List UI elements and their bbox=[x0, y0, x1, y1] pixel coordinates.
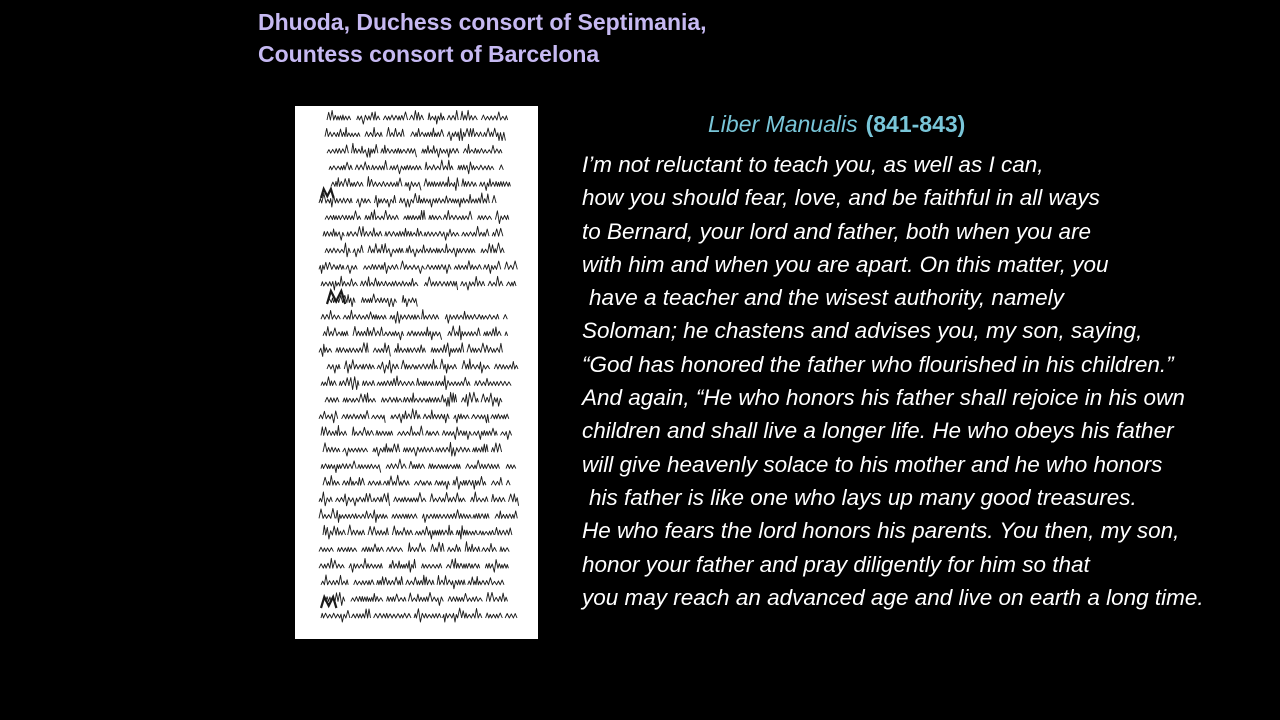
manuscript-word-stroke bbox=[392, 514, 418, 519]
manuscript-word-stroke bbox=[418, 195, 452, 207]
manuscript-word-stroke bbox=[363, 262, 398, 273]
manuscript-word-stroke bbox=[473, 514, 489, 519]
manuscript-word-stroke bbox=[386, 547, 402, 552]
manuscript-word-stroke bbox=[503, 315, 507, 320]
manuscript-word-stroke bbox=[321, 311, 340, 320]
passage-line: “God has honored the father who flourished in his children.” bbox=[582, 351, 1174, 377]
manuscript-word-stroke bbox=[481, 243, 504, 253]
passage-line: with him and when you are apart. On this matter, you bbox=[582, 251, 1109, 277]
manuscript-word-stroke bbox=[373, 343, 390, 356]
manuscript-word-stroke bbox=[492, 228, 503, 236]
passage-line: you may reach an advanced age and live on earth a long time. bbox=[582, 584, 1204, 610]
manuscript-word-stroke bbox=[368, 244, 404, 257]
manuscript-word-stroke bbox=[509, 494, 519, 506]
manuscript-word-stroke bbox=[406, 245, 445, 257]
manuscript-word-stroke bbox=[462, 608, 482, 618]
manuscript-word-stroke bbox=[394, 343, 425, 352]
manuscript-word-stroke bbox=[327, 145, 348, 153]
manuscript-word-stroke bbox=[342, 411, 369, 419]
heading-line-2: Countess consort of Barcelona bbox=[258, 41, 600, 67]
manuscript-word-stroke bbox=[327, 110, 351, 120]
manuscript-word-stroke bbox=[408, 592, 443, 605]
manuscript-word-stroke bbox=[381, 397, 402, 402]
manuscript-word-stroke bbox=[441, 392, 457, 406]
manuscript-word-stroke bbox=[401, 359, 437, 369]
manuscript-word-stroke bbox=[431, 542, 445, 551]
manuscript-word-stroke bbox=[424, 177, 459, 191]
manuscript-word-stroke bbox=[373, 510, 388, 523]
manuscript-word-stroke bbox=[361, 294, 396, 307]
manuscript-word-stroke bbox=[505, 332, 508, 336]
manuscript-word-stroke bbox=[374, 613, 411, 618]
quoted-passage bbox=[582, 148, 1272, 614]
manuscript-word-stroke bbox=[362, 544, 384, 552]
manuscript-word-stroke bbox=[442, 510, 471, 519]
manuscript-word-stroke bbox=[323, 443, 340, 452]
manuscript-word-stroke bbox=[375, 195, 396, 207]
manuscript-word-stroke bbox=[319, 547, 333, 551]
manuscript-word-stroke bbox=[319, 509, 335, 519]
manuscript-word-stroke bbox=[435, 442, 470, 456]
manuscript-word-stroke bbox=[390, 165, 422, 174]
manuscript-word-stroke bbox=[368, 526, 388, 535]
manuscript-word-stroke bbox=[343, 393, 376, 402]
manuscript-word-stroke bbox=[319, 262, 344, 273]
manuscript-word-stroke bbox=[399, 194, 417, 208]
manuscript-word-stroke bbox=[461, 110, 478, 120]
slide-heading bbox=[258, 6, 707, 70]
manuscript-word-stroke bbox=[319, 558, 344, 568]
manuscript-word-stroke bbox=[443, 210, 472, 219]
manuscript-word-stroke bbox=[385, 228, 423, 236]
manuscript-word-stroke bbox=[468, 577, 504, 585]
manuscript-word-stroke bbox=[403, 447, 433, 456]
manuscript-word-stroke bbox=[477, 314, 499, 319]
manuscript-word-stroke bbox=[445, 311, 477, 323]
manuscript-word-stroke bbox=[377, 577, 403, 585]
manuscript-word-stroke bbox=[362, 381, 374, 386]
passage-line: his father is like one who lays up many good treasures. bbox=[589, 484, 1137, 510]
manuscript-word-stroke bbox=[327, 364, 340, 373]
manuscript-word-stroke bbox=[402, 295, 417, 306]
manuscript-word-stroke bbox=[428, 113, 445, 124]
manuscript-word-stroke bbox=[377, 360, 399, 373]
manuscript-word-stroke bbox=[437, 576, 465, 589]
manuscript-word-stroke bbox=[365, 127, 382, 136]
manuscript-word-stroke bbox=[481, 393, 502, 406]
manuscript-word-stroke bbox=[492, 196, 496, 204]
manuscript-word-stroke bbox=[442, 427, 471, 440]
manuscript-word-stroke bbox=[372, 315, 386, 320]
manuscript-word-stroke bbox=[323, 229, 344, 240]
manuscript-word-stroke bbox=[491, 477, 502, 485]
manuscript-word-stroke bbox=[422, 310, 439, 320]
manuscript-word-stroke bbox=[356, 198, 370, 207]
manuscript-word-stroke bbox=[337, 547, 357, 551]
manuscript-word-stroke bbox=[431, 343, 464, 357]
manuscript-word-stroke bbox=[506, 281, 516, 286]
manuscript-word-stroke bbox=[414, 609, 441, 622]
manuscript-word-stroke bbox=[371, 161, 387, 170]
manuscript-word-stroke bbox=[425, 160, 453, 170]
manuscript-word-stroke bbox=[483, 128, 505, 141]
manuscript-word-stroke bbox=[448, 593, 482, 601]
manuscript-word-stroke bbox=[331, 178, 363, 187]
manuscript-word-stroke bbox=[495, 511, 517, 519]
manuscript-word-stroke bbox=[447, 545, 460, 552]
work-title bbox=[708, 108, 965, 140]
manuscript-word-stroke bbox=[462, 179, 477, 187]
manuscript-word-stroke bbox=[451, 193, 489, 207]
manuscript-word-stroke bbox=[347, 227, 382, 237]
manuscript-word-stroke bbox=[376, 431, 393, 436]
manuscript-word-stroke bbox=[462, 226, 489, 236]
manuscript-word-stroke bbox=[336, 510, 373, 522]
manuscript-word-stroke bbox=[424, 229, 459, 240]
manuscript-word-stroke bbox=[478, 216, 492, 220]
passage-line: And again, “He who honors his father shall rejoice in his own bbox=[582, 385, 1185, 411]
manuscript-word-stroke bbox=[403, 393, 440, 402]
manuscript-image bbox=[295, 106, 538, 639]
manuscript-word-stroke bbox=[407, 327, 442, 340]
passage-line: honor your father and pray diligently for him so that bbox=[582, 551, 1090, 577]
manuscript-word-stroke bbox=[500, 547, 509, 552]
manuscript-word-stroke bbox=[424, 277, 457, 290]
manuscript-word-stroke bbox=[446, 559, 480, 569]
manuscript-word-stroke bbox=[365, 210, 399, 220]
manuscript-word-stroke bbox=[422, 514, 442, 523]
manuscript-word-stroke bbox=[488, 276, 503, 286]
manuscript-word-stroke bbox=[367, 177, 402, 187]
passage-line: how you should fear, love, and be faithful in all ways bbox=[582, 185, 1100, 211]
passage-line: to Bernard, your lord and father, both when you are bbox=[582, 218, 1092, 244]
manuscript-word-stroke bbox=[329, 162, 352, 170]
manuscript-word-stroke bbox=[392, 526, 412, 535]
manuscript-word-stroke bbox=[321, 610, 350, 622]
manuscript-word-stroke bbox=[491, 414, 509, 419]
manuscript-word-stroke bbox=[491, 443, 501, 452]
manuscript-word-stroke bbox=[391, 409, 421, 423]
manuscript-word-stroke bbox=[426, 264, 451, 273]
manuscript-word-stroke bbox=[389, 559, 416, 572]
manuscript-word-stroke bbox=[430, 493, 465, 502]
manuscript-word-stroke bbox=[423, 410, 449, 423]
passage-line: I’m not reluctant to teach you, as well as I can, bbox=[582, 152, 1044, 177]
manuscript-word-stroke bbox=[462, 359, 490, 373]
manuscript-word-stroke bbox=[348, 525, 365, 535]
manuscript-word-stroke bbox=[368, 481, 381, 486]
manuscript-word-stroke bbox=[353, 327, 383, 336]
manuscript-word-stroke bbox=[325, 211, 361, 220]
manuscript-word-stroke bbox=[381, 145, 417, 157]
manuscript-word-stroke bbox=[319, 344, 332, 356]
manuscript-word-stroke bbox=[505, 261, 518, 269]
manuscript-word-stroke bbox=[456, 526, 478, 539]
passage-line: will give heavenly solace to his mother and he who honors bbox=[582, 451, 1163, 477]
manuscript-word-stroke bbox=[351, 593, 383, 601]
manuscript-word-stroke bbox=[471, 415, 489, 423]
manuscript-word-stroke bbox=[506, 480, 510, 485]
manuscript-word-stroke bbox=[319, 492, 332, 506]
manuscript-word-stroke bbox=[435, 376, 470, 390]
manuscript-word-stroke bbox=[323, 327, 348, 336]
manuscript-script-lines bbox=[295, 106, 538, 639]
manuscript-word-stroke bbox=[467, 343, 502, 352]
manuscript-word-stroke bbox=[321, 377, 336, 386]
manuscript-word-stroke bbox=[443, 608, 462, 622]
manuscript-word-stroke bbox=[435, 481, 450, 490]
manuscript-word-stroke bbox=[360, 277, 383, 286]
manuscript-word-stroke bbox=[336, 343, 369, 353]
manuscript-word-stroke bbox=[481, 112, 507, 120]
manuscript-word-stroke bbox=[344, 360, 374, 373]
manuscript-word-stroke bbox=[482, 543, 497, 551]
passage-line: He who fears the lord honors his parents. You then, my son, bbox=[582, 518, 1180, 544]
manuscript-word-stroke bbox=[428, 464, 460, 469]
manuscript-word-stroke bbox=[319, 411, 338, 423]
work-date: (841-843) bbox=[865, 111, 966, 137]
manuscript-word-stroke bbox=[411, 128, 444, 137]
manuscript-word-stroke bbox=[321, 426, 347, 436]
manuscript-word-stroke bbox=[415, 525, 453, 539]
manuscript-word-stroke bbox=[384, 331, 404, 340]
manuscript-word-stroke bbox=[465, 542, 480, 552]
manuscript-word-stroke bbox=[397, 426, 423, 435]
manuscript-word-stroke bbox=[325, 243, 350, 257]
manuscript-word-stroke bbox=[448, 326, 481, 340]
manuscript-word-stroke bbox=[342, 477, 364, 485]
manuscript-word-stroke bbox=[447, 110, 458, 120]
manuscript-word-stroke bbox=[486, 592, 507, 601]
heading-line-1: Dhuoda, Duchess consort of Septimania, bbox=[258, 9, 707, 35]
manuscript-word-stroke bbox=[353, 245, 363, 256]
manuscript-word-stroke bbox=[355, 162, 370, 170]
manuscript-word-stroke bbox=[440, 359, 457, 373]
manuscript-word-stroke bbox=[495, 528, 512, 536]
manuscript-word-stroke bbox=[323, 476, 340, 486]
manuscript-word-stroke bbox=[408, 543, 426, 552]
manuscript-word-stroke bbox=[336, 493, 372, 505]
manuscript-word-stroke bbox=[461, 392, 478, 406]
manuscript-word-stroke bbox=[495, 211, 508, 224]
manuscript-word-stroke bbox=[426, 431, 440, 436]
manuscript-word-stroke bbox=[409, 111, 423, 120]
manuscript-word-stroke bbox=[351, 609, 370, 618]
manuscript-word-stroke bbox=[479, 179, 510, 191]
manuscript-word-stroke bbox=[473, 444, 489, 452]
manuscript-word-stroke bbox=[352, 143, 378, 157]
manuscript-word-stroke bbox=[346, 265, 357, 273]
manuscript-word-stroke bbox=[371, 415, 385, 423]
manuscript-word-stroke bbox=[454, 261, 481, 270]
manuscript-word-stroke bbox=[483, 261, 501, 273]
manuscript-word-stroke bbox=[377, 376, 415, 386]
manuscript-word-stroke bbox=[505, 614, 517, 619]
manuscript-initial-stroke bbox=[321, 597, 336, 608]
manuscript-word-stroke bbox=[453, 477, 486, 490]
manuscript-word-stroke bbox=[406, 575, 434, 585]
manuscript-word-stroke bbox=[429, 215, 442, 219]
manuscript-word-stroke bbox=[339, 377, 359, 390]
manuscript-word-stroke bbox=[484, 327, 502, 336]
passage-line: Soloman; he chastens and advises you, my son, saying, bbox=[582, 318, 1143, 344]
manuscript-word-stroke bbox=[445, 244, 475, 257]
manuscript-word-stroke bbox=[325, 127, 360, 136]
manuscript-word-stroke bbox=[466, 460, 500, 468]
manuscript-word-stroke bbox=[357, 112, 380, 124]
manuscript-word-stroke bbox=[383, 475, 409, 485]
manuscript-word-stroke bbox=[473, 428, 498, 439]
manuscript-word-stroke bbox=[384, 279, 418, 287]
manuscript-word-stroke bbox=[409, 461, 425, 468]
manuscript-word-stroke bbox=[463, 144, 487, 153]
manuscript-word-stroke bbox=[486, 613, 503, 618]
manuscript-word-stroke bbox=[387, 594, 407, 601]
passage-line: children and shall live a longer life. He who obeys his father bbox=[582, 418, 1174, 444]
manuscript-word-stroke bbox=[358, 464, 381, 472]
manuscript-word-stroke bbox=[390, 312, 420, 324]
manuscript-word-stroke bbox=[492, 494, 506, 502]
manuscript-word-stroke bbox=[394, 493, 426, 502]
manuscript-word-stroke bbox=[404, 210, 426, 219]
manuscript-word-stroke bbox=[386, 459, 406, 469]
manuscript-word-stroke bbox=[354, 580, 374, 585]
manuscript-word-stroke bbox=[461, 276, 485, 290]
manuscript-word-stroke bbox=[352, 427, 374, 435]
manuscript-word-stroke bbox=[343, 310, 373, 319]
work-name: Liber Manualis bbox=[708, 111, 858, 137]
manuscript-word-stroke bbox=[506, 464, 516, 468]
manuscript-word-stroke bbox=[458, 162, 494, 174]
manuscript-word-stroke bbox=[447, 128, 482, 140]
manuscript-word-stroke bbox=[421, 564, 441, 569]
manuscript-word-stroke bbox=[400, 261, 424, 274]
manuscript-word-stroke bbox=[499, 165, 503, 170]
manuscript-word-stroke bbox=[373, 444, 400, 456]
manuscript-word-stroke bbox=[485, 560, 508, 573]
manuscript-word-stroke bbox=[414, 480, 431, 485]
manuscript-word-stroke bbox=[422, 146, 459, 158]
manuscript-word-stroke bbox=[323, 525, 346, 539]
manuscript-word-stroke bbox=[487, 145, 502, 153]
manuscript-word-stroke bbox=[494, 361, 518, 369]
manuscript-word-stroke bbox=[321, 276, 358, 290]
manuscript-word-stroke bbox=[479, 530, 494, 535]
manuscript-word-stroke bbox=[321, 575, 348, 585]
manuscript-word-stroke bbox=[327, 295, 355, 307]
manuscript-word-stroke bbox=[321, 461, 356, 473]
manuscript-word-stroke bbox=[417, 378, 434, 385]
manuscript-word-stroke bbox=[501, 431, 512, 440]
manuscript-word-stroke bbox=[373, 493, 390, 506]
manuscript-word-stroke bbox=[475, 378, 512, 385]
manuscript-word-stroke bbox=[383, 112, 407, 120]
passage-line: have a teacher and the wisest authority, namely bbox=[589, 285, 1064, 311]
manuscript-word-stroke bbox=[387, 128, 404, 137]
manuscript-word-stroke bbox=[343, 448, 368, 456]
manuscript-word-stroke bbox=[349, 559, 383, 573]
manuscript-word-stroke bbox=[454, 414, 470, 423]
manuscript-word-stroke bbox=[325, 397, 339, 402]
manuscript-word-stroke bbox=[471, 492, 489, 502]
manuscript-word-stroke bbox=[405, 182, 421, 191]
manuscript-word-stroke bbox=[319, 194, 352, 207]
